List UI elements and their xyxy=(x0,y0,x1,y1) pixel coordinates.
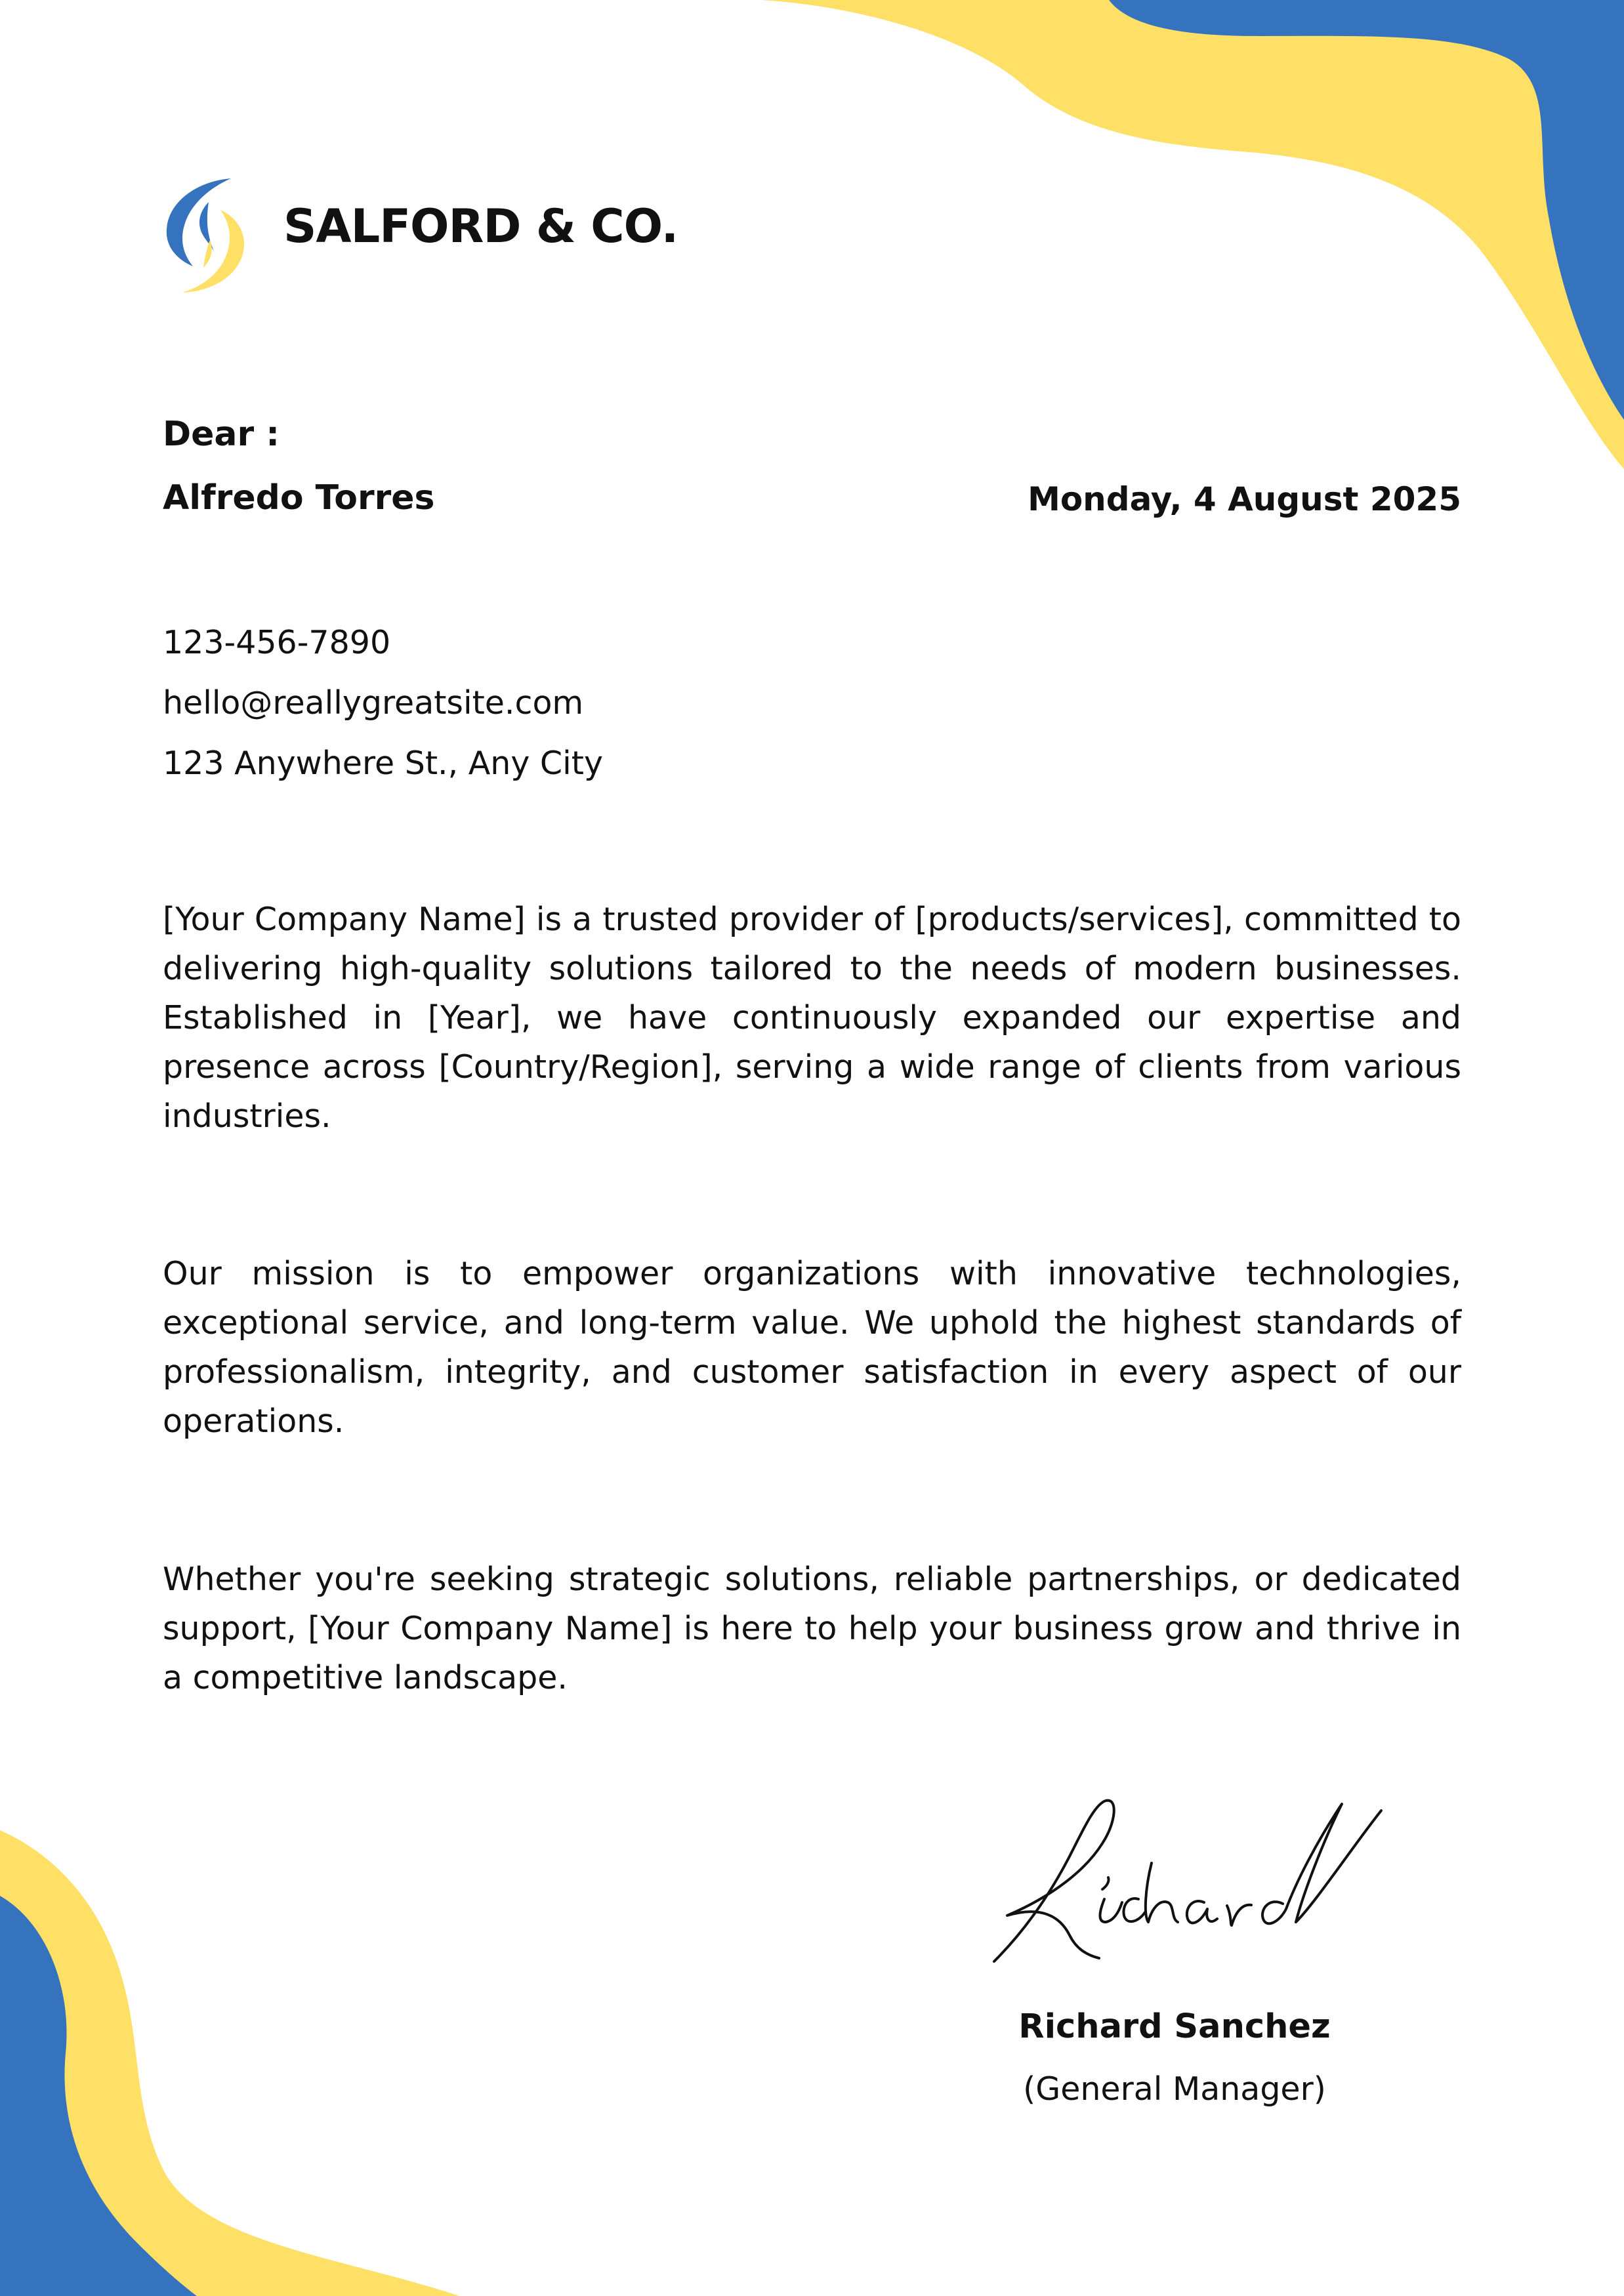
handwritten-signature xyxy=(988,1791,1394,1968)
letter-date: Monday, 4 August 2025 xyxy=(1028,480,1461,518)
swoosh-logo-icon xyxy=(163,176,245,295)
signer-title: (General Manager) xyxy=(1023,2070,1326,2108)
recipient-name: Alfredo Torres xyxy=(163,478,435,518)
contact-address: 123 Anywhere St., Any City xyxy=(163,745,603,782)
company-name: SALFORD & CO. xyxy=(283,199,678,253)
contact-block xyxy=(163,613,603,794)
contact-email: hello@reallygreatsite.com xyxy=(163,684,584,722)
contact-phone: 123-456-7890 xyxy=(163,624,391,661)
body-paragraph-3: Whether you're seeking strategic solutions, reliable partnerships, or dedicated support, [Your Company Name] is here to help your business grow and thrive in a competitive landscape. xyxy=(163,1561,1461,1696)
signer-name: Richard Sanchez xyxy=(1018,2007,1331,2046)
bottom-left-wave-decoration xyxy=(0,1771,591,2296)
body-paragraph-1: [Your Company Name] is a trusted provider of [products/services], committed to delivering high-quality solutions tailored to the needs of modern businesses. Established in [Year], we have continuously expanded our expertise and presence across [Country/Region], serving a wide range of clients from various industries. xyxy=(163,901,1461,1135)
salutation-label: Dear : xyxy=(163,415,280,454)
body-paragraph-2: Our mission is to empower organizations with innovative technologies, exceptional service, and long-term value. We uphold the highest standards of professionalism, integrity, and customer satisfaction in every aspect of our operations. xyxy=(163,1255,1461,1440)
